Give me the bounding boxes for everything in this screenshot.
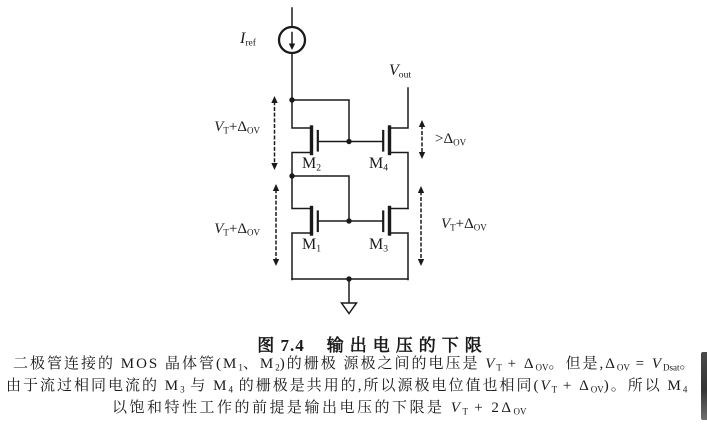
paragraph-line-1: 二极管连接的 MOS 晶体管($M_1$、$M_2$)的栅极 源极之间的电压是 $V_T + \Delta_{OV}$。但是$,\Delta_{OV} = V_{Dsat}$。 [13,356,697,373]
node-dot [289,173,294,178]
arrowhead-up [271,96,277,103]
transistor-m4-symbol [383,88,408,209]
annotation-right-upper: $>\Delta_{OV}$ [435,131,467,148]
m1-label: $M_1$ [302,236,322,255]
m4-label: $M_4$ [369,155,389,174]
transistor-m1-symbol [292,176,318,280]
paragraph-line-2: 由于流过相同电流的 $M_3$ 与 $M_4$ 的栅极是共用的,所以源极电位值也相同$(V_T + \Delta_{OV})$。所以 $M_4$ [6,378,688,395]
node-dot [346,139,351,144]
vout-label: $V_{out}$ [389,62,412,81]
m1-drain-lead [292,176,312,209]
voltage-arrow-right-upper [419,120,425,159]
m4-drain-lead-to-vout [390,88,409,128]
m3-source-lead [390,233,409,280]
iref-label: $I_{ref}$ [240,30,256,49]
voltage-arrow-right-lower [418,186,424,266]
arrowhead-down [273,259,279,266]
annotation-left-lower: $V_T+\Delta_{OV}$ [214,221,260,238]
voltage-arrow-left-lower [273,184,279,266]
m3-label: $M_3$ [369,236,389,255]
wire-m2-diode-link [292,100,349,142]
annotation-left-upper: $V_T+\Delta_{OV}$ [214,119,260,136]
arrowhead-down [419,152,425,159]
current-source-arrowhead [289,44,295,51]
scan-edge-artifact [701,352,707,420]
arrowhead-up [273,184,279,191]
arrowhead-up [418,186,424,193]
voltage-arrow-left-upper [271,96,277,170]
figure-number: 图 7.4 [257,336,305,355]
figure-title: 输出电压的下限 [326,336,488,355]
ground-symbol [342,279,357,314]
arrowhead-down [271,163,277,170]
node-dot [346,276,351,281]
node-dot [346,218,351,223]
annotation-right-lower: $V_T+\Delta_{OV}$ [441,216,487,233]
paragraph-line-3: 以饱和特性工作的前提是输出电压的下限是 $V_T + 2\Delta_{OV}$ [112,400,527,417]
m4-source-lead [390,153,409,209]
m2-drain-lead [292,100,312,128]
ground-triangle [342,303,357,314]
node-dot [289,97,294,102]
m2-label: $M_2$ [302,155,322,174]
wire-m1-diode-link [292,176,349,221]
arrowhead-down [418,259,424,266]
current-source-symbol [279,27,305,53]
arrowhead-up [419,120,425,127]
